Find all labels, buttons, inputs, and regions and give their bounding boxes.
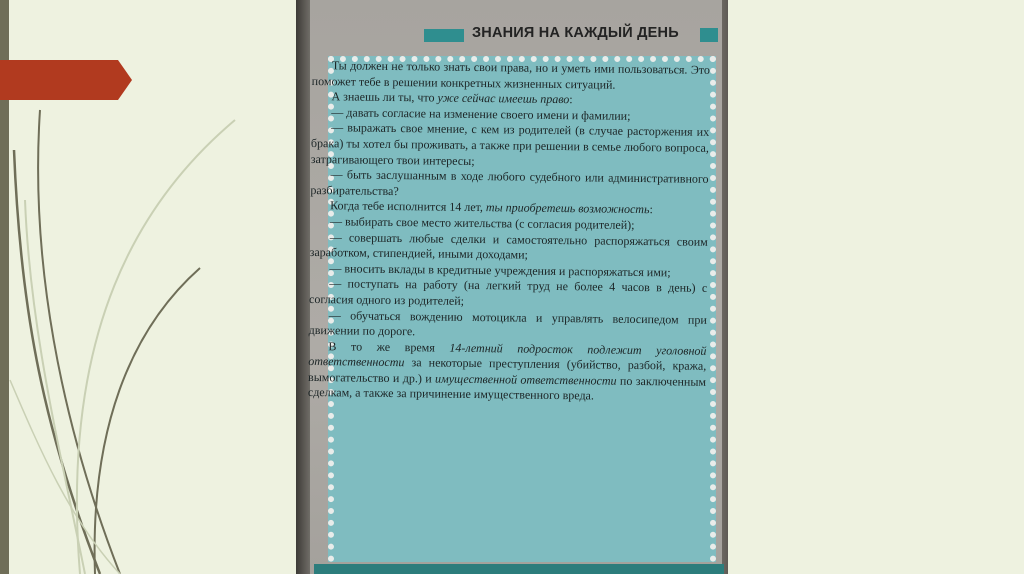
slide-right-area <box>728 0 1024 574</box>
paragraph: Ты должен не только знать свои права, но и уметь ими пользоваться. Это поможет тебе в решении конкретных жизненных ситуаций. <box>311 58 710 92</box>
header-right-block <box>700 28 718 42</box>
decorative-curves <box>0 0 300 574</box>
header-title: ЗНАНИЯ НА КАЖДЫЙ ДЕНЬ <box>472 25 679 41</box>
paragraph: Когда тебе исполнится 14 лет, ты приобретешь возможность: <box>330 198 653 217</box>
section-header <box>296 22 726 46</box>
list-item: — совершать любые сделки и самостоятельно распоряжаться своим заработком, стипендией, иными доходами; <box>309 229 708 262</box>
bottom-band <box>314 564 724 574</box>
list-item: — быть заслушанным в ходе любого судебного или административного разбирательства? <box>310 167 709 198</box>
paragraph: А знаешь ли ты, что уже сейчас имеешь право: <box>331 89 573 107</box>
list-item: — обучаться вождению мотоцикла и управлять велосипедом при движении по дороге. <box>308 307 707 339</box>
header-left-block <box>424 29 464 42</box>
list-item: — давать согласие на изменение своего имени и фамилии; <box>331 105 631 123</box>
info-box-text <box>308 58 710 406</box>
list-item: — поступать на работу (на легкий труд не более 4 часов в день) с согласия одного из родителей; <box>308 276 708 308</box>
list-item: — выражать свое мнение, с кем из родителей (в случае расторжения их брака) ты хотел бы проживать, а также при решении в семье любого вопроса, затрагивающего твои интересы; <box>310 120 710 168</box>
paragraph: В то же время 14-летний подросток подлежит уголовной ответственности за некоторые преступления (убийство, разбой, кража, вымогательство и др.) и имущественной ответственности по заключенным сделкам, а также за причинение имущественного вреда. <box>307 338 707 403</box>
list-item: — выбирать свое место жительства (с согласия родителей); <box>329 214 635 232</box>
list-item: — вносить вклады в кредитные учреждения и распоряжаться ими; <box>329 260 671 280</box>
